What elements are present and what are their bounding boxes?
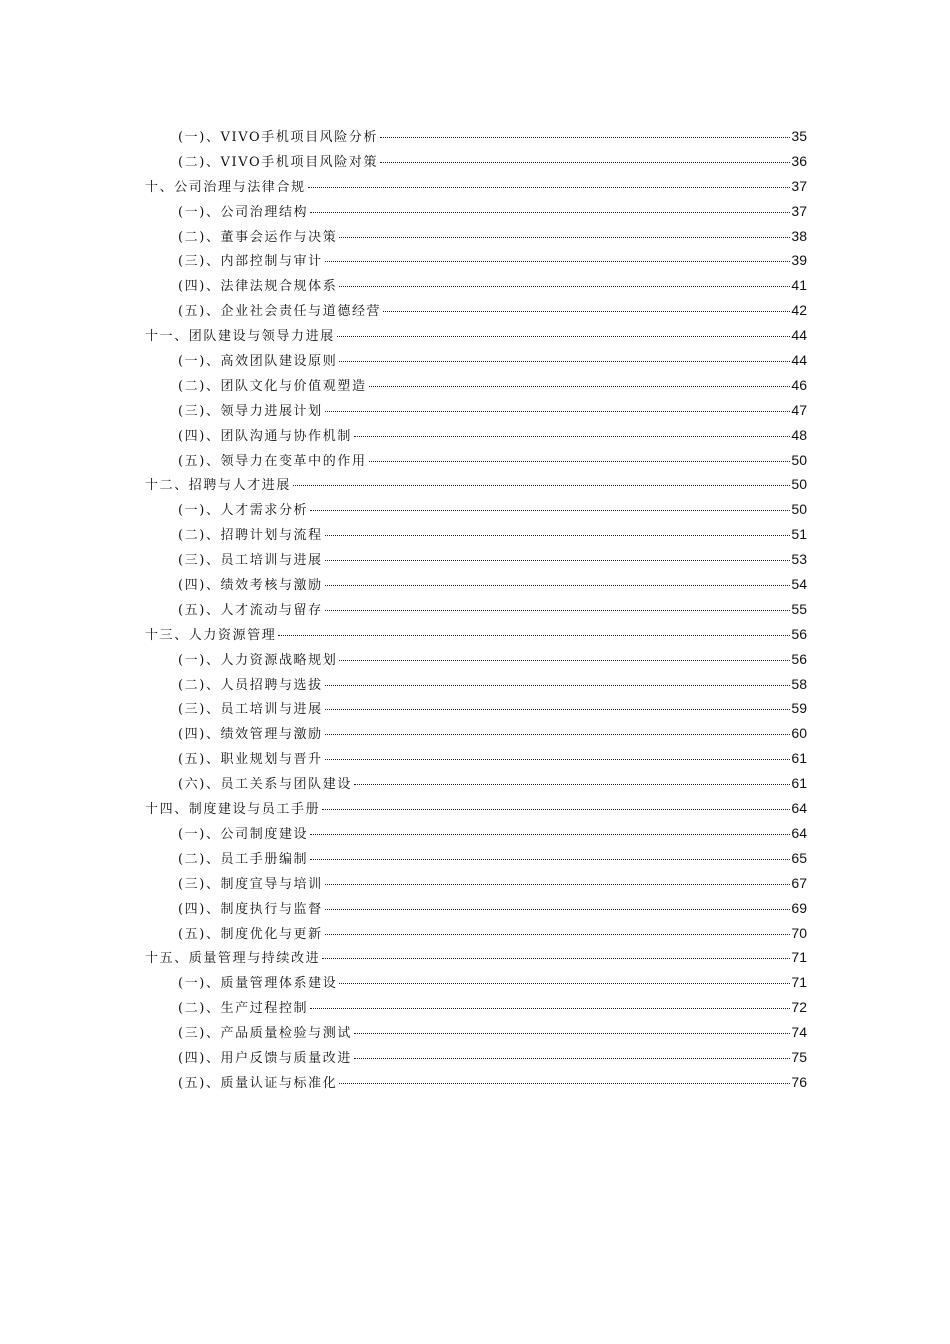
- toc-dot-leader: [339, 286, 790, 287]
- toc-page-number: 74: [791, 1024, 807, 1041]
- toc-dot-leader: [337, 336, 791, 337]
- toc-dot-leader: [383, 311, 790, 312]
- toc-entry[interactable]: [145, 995, 807, 1020]
- toc-page-number: 37: [791, 202, 807, 219]
- toc-page-number: 44: [791, 327, 807, 344]
- toc-entry[interactable]: [145, 597, 807, 622]
- toc-entry-title: (二)、VIVO手机项目风险对策: [178, 154, 379, 170]
- toc-entry[interactable]: [145, 273, 807, 298]
- toc-entry[interactable]: [145, 149, 807, 174]
- toc-page-number: 71: [791, 974, 807, 991]
- toc-entry[interactable]: [145, 921, 807, 946]
- toc-entry-title: 十、公司治理与法律合规: [145, 179, 306, 195]
- toc-dot-leader: [354, 1033, 790, 1034]
- toc-dot-leader: [339, 1083, 790, 1084]
- toc-entry[interactable]: [145, 248, 807, 273]
- toc-entry-title: (一)、人力资源战略规划: [178, 652, 338, 668]
- toc-entry-title: (五)、人才流动与留存: [178, 602, 323, 618]
- toc-dot-leader: [310, 1008, 790, 1009]
- toc-entry[interactable]: [145, 1020, 807, 1045]
- toc-dot-leader: [325, 934, 791, 935]
- toc-page-number: 50: [791, 501, 807, 518]
- toc-entry[interactable]: [145, 323, 807, 348]
- toc-page-number: 72: [791, 999, 807, 1016]
- toc-page-number: 55: [791, 600, 807, 617]
- toc-dot-leader: [310, 212, 790, 213]
- toc-page-number: 50: [791, 476, 807, 493]
- toc-dot-leader: [325, 411, 791, 412]
- toc-entry-title: (一)、人才需求分析: [178, 503, 309, 519]
- toc-entry-title: (三)、制度宣导与培训: [178, 876, 323, 892]
- toc-page-number: 42: [791, 302, 807, 319]
- toc-entry-title: (一)、VIVO手机项目风险分析: [178, 130, 379, 145]
- toc-dot-leader: [310, 859, 790, 860]
- toc-entry-title: (四)、制度执行与监督: [178, 901, 323, 917]
- toc-dot-leader: [325, 535, 791, 536]
- toc-entry-title: 十二、招聘与人才进展: [145, 478, 292, 494]
- toc-entry-title: (四)、绩效考核与激励: [178, 578, 323, 594]
- toc-page-number: 65: [791, 849, 807, 866]
- toc-dot-leader: [369, 386, 791, 387]
- toc-entry-title: (一)、公司治理结构: [178, 204, 309, 220]
- toc-page-number: 50: [791, 451, 807, 468]
- toc-entry[interactable]: [145, 721, 807, 746]
- toc-page-number: 51: [791, 526, 807, 543]
- toc-entry-title: (三)、员工培训与进展: [178, 553, 323, 569]
- toc-dot-leader: [380, 162, 790, 163]
- toc-entry[interactable]: [145, 746, 807, 771]
- toc-page-number: 71: [791, 949, 807, 966]
- toc-entry[interactable]: [145, 423, 807, 448]
- toc-entry[interactable]: [145, 522, 807, 547]
- toc-entry-title: (三)、内部控制与审计: [178, 254, 323, 270]
- toc-dot-leader: [322, 958, 790, 959]
- toc-entry-title: (二)、员工手册编制: [178, 851, 309, 867]
- toc-page-number: 75: [791, 1048, 807, 1065]
- toc-dot-leader: [339, 983, 790, 984]
- toc-entry[interactable]: [145, 771, 807, 796]
- toc-dot-leader: [310, 834, 790, 835]
- toc-entry[interactable]: [145, 448, 807, 473]
- toc-entry-title: (四)、用户反馈与质量改进: [178, 1050, 352, 1066]
- toc-page-number: 48: [791, 426, 807, 443]
- toc-dot-leader: [369, 461, 791, 462]
- toc-entry-title: (四)、团队沟通与协作机制: [178, 428, 352, 444]
- toc-entry-title: (二)、生产过程控制: [178, 1001, 309, 1017]
- toc-page-number: 67: [791, 874, 807, 891]
- toc-entry[interactable]: [145, 970, 807, 995]
- toc-entry[interactable]: [145, 871, 807, 896]
- toc-entry[interactable]: [145, 1045, 807, 1070]
- toc-entry-title: (五)、职业规划与晋升: [178, 752, 323, 768]
- toc-entry[interactable]: [145, 945, 807, 970]
- toc-page-number: 70: [791, 924, 807, 941]
- toc-page-number: 46: [791, 376, 807, 393]
- toc-entry[interactable]: [145, 896, 807, 921]
- toc-entry-title: 十一、团队建设与领导力进展: [145, 329, 335, 345]
- toc-entry[interactable]: [145, 1070, 807, 1095]
- toc-entry[interactable]: [145, 647, 807, 672]
- toc-entry-title: (五)、企业社会责任与道德经营: [178, 304, 382, 320]
- toc-entry-title: (五)、制度优化与更新: [178, 926, 323, 942]
- toc-page-number: 61: [791, 750, 807, 767]
- toc-page-number: 76: [791, 1073, 807, 1090]
- toc-page-number: 59: [791, 700, 807, 717]
- toc-dot-leader: [325, 734, 791, 735]
- toc-entry-title: (二)、人员招聘与选拔: [178, 677, 323, 693]
- toc-page-number: 64: [791, 800, 807, 817]
- toc-dot-leader: [293, 485, 790, 486]
- toc-entry[interactable]: [145, 124, 807, 149]
- toc-page-number: 38: [791, 227, 807, 244]
- toc-dot-leader: [339, 361, 790, 362]
- toc-entry-title: 十四、制度建设与员工手册: [145, 802, 321, 818]
- toc-page-number: 69: [791, 899, 807, 916]
- toc-dot-leader: [325, 884, 791, 885]
- toc-page-number: 36: [791, 152, 807, 169]
- toc-entry-title: (五)、质量认证与标准化: [178, 1075, 338, 1091]
- toc-dot-leader: [325, 585, 791, 586]
- toc-page-number: 58: [791, 675, 807, 692]
- toc-page-number: 44: [791, 352, 807, 369]
- toc-page-number: 56: [791, 650, 807, 667]
- toc-entry-title: (四)、绩效管理与激励: [178, 727, 323, 743]
- table-of-contents: [145, 124, 807, 1095]
- toc-entry[interactable]: [145, 398, 807, 423]
- toc-entry-title: (六)、员工关系与团队建设: [178, 777, 352, 793]
- toc-entry[interactable]: [145, 497, 807, 522]
- toc-dot-leader: [322, 809, 790, 810]
- toc-entry[interactable]: [145, 298, 807, 323]
- toc-dot-leader: [354, 784, 790, 785]
- toc-entry-title: (二)、董事会运作与决策: [178, 229, 338, 245]
- toc-entry[interactable]: [145, 672, 807, 697]
- toc-entry-title: (二)、招聘计划与流程: [178, 528, 323, 544]
- toc-entry[interactable]: [145, 547, 807, 572]
- toc-entry[interactable]: [145, 348, 807, 373]
- toc-page-number: 64: [791, 824, 807, 841]
- toc-entry[interactable]: [145, 174, 807, 199]
- toc-entry[interactable]: [145, 622, 807, 647]
- toc-dot-leader: [325, 909, 791, 910]
- toc-entry[interactable]: [145, 572, 807, 597]
- toc-dot-leader: [325, 685, 791, 686]
- toc-page-number: 37: [791, 177, 807, 194]
- toc-entry-title: (三)、员工培训与进展: [178, 702, 323, 718]
- toc-page-number: 35: [791, 128, 807, 144]
- toc-page-number: 60: [791, 725, 807, 742]
- toc-dot-leader: [308, 187, 791, 188]
- toc-entry-title: (三)、领导力进展计划: [178, 403, 323, 419]
- toc-dot-leader: [310, 510, 790, 511]
- toc-page-number: 54: [791, 576, 807, 593]
- toc-page-number: 47: [791, 401, 807, 418]
- toc-entry[interactable]: [145, 199, 807, 224]
- toc-entry[interactable]: [145, 796, 807, 821]
- toc-entry-title: (五)、领导力在变革中的作用: [178, 453, 367, 469]
- toc-page-number: 53: [791, 551, 807, 568]
- toc-entry[interactable]: [145, 821, 807, 846]
- toc-dot-leader: [325, 709, 791, 710]
- toc-dot-leader: [278, 635, 790, 636]
- toc-dot-leader: [325, 610, 791, 611]
- toc-entry-title: (一)、质量管理体系建设: [178, 976, 338, 992]
- toc-entry[interactable]: [145, 846, 807, 871]
- toc-dot-leader: [325, 560, 791, 561]
- toc-dot-leader: [325, 261, 791, 262]
- toc-dot-leader: [354, 436, 790, 437]
- toc-entry-title: 十三、人力资源管理: [145, 627, 277, 643]
- toc-entry[interactable]: [145, 696, 807, 721]
- toc-dot-leader: [380, 137, 790, 138]
- toc-dot-leader: [325, 759, 791, 760]
- toc-entry[interactable]: [145, 373, 807, 398]
- toc-entry[interactable]: [145, 224, 807, 249]
- toc-dot-leader: [354, 1058, 790, 1059]
- toc-page-number: 61: [791, 775, 807, 792]
- toc-dot-leader: [339, 660, 790, 661]
- toc-page-number: 41: [791, 277, 807, 294]
- toc-entry-title: (一)、高效团队建设原则: [178, 354, 338, 370]
- toc-entry-title: (二)、团队文化与价值观塑造: [178, 378, 367, 394]
- toc-entry[interactable]: [145, 472, 807, 497]
- toc-entry-title: (四)、法律法规合规体系: [178, 279, 338, 295]
- toc-entry-title: (一)、公司制度建设: [178, 826, 309, 842]
- toc-entry-title: 十五、质量管理与持续改进: [145, 951, 321, 967]
- toc-dot-leader: [339, 237, 790, 238]
- toc-entry-title: (三)、产品质量检验与测试: [178, 1026, 352, 1042]
- toc-page-number: 39: [791, 252, 807, 269]
- toc-page-number: 56: [791, 625, 807, 642]
